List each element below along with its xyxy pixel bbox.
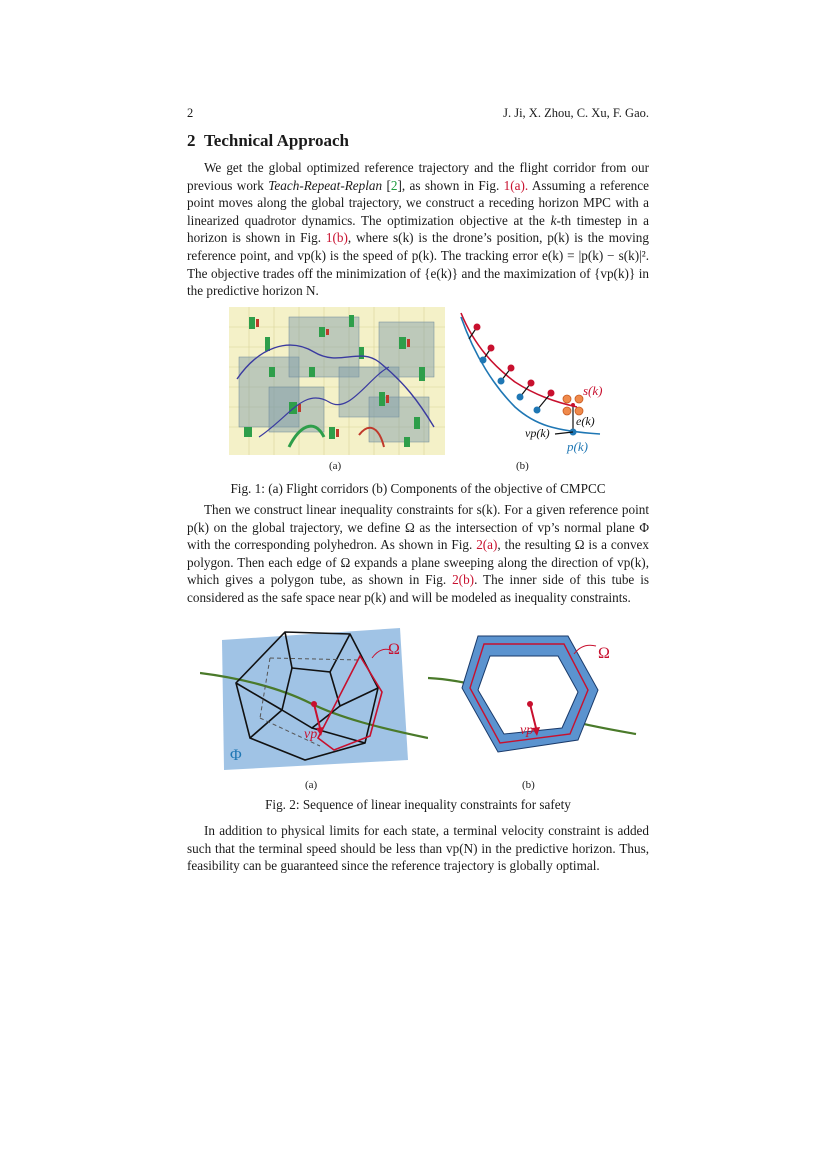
label-s-k: s(k) [583,383,603,398]
label-p-k: p(k) [567,439,588,454]
figure1-sublabel-b: (b) [516,460,529,472]
paragraph-technical-approach [187,159,649,300]
p2-text: , the resulting Ω is a convex polygon. Then each edge of Ω expands a plane sweeping along the direction of vp(k), which gives a polygon tube, as shown in Fig. [187,537,649,588]
p1-work-title: Teach-Repeat-Replan [268,177,383,193]
figure-link-2a[interactable]: 2(a) [476,537,498,553]
paragraph-terminal-velocity [187,822,649,875]
figure1-caption: Fig. 1: (a) Flight corridors (b) Components of the objective of CMPCC [230,481,606,496]
citation-link[interactable]: 2 [390,177,398,193]
figure-link-1a[interactable]: 1(a). [503,177,529,193]
page-number: 2 [187,106,194,120]
figure-link-2b[interactable]: 2(b) [452,572,475,588]
objective-components-diagram [455,307,615,457]
figure2-sublabel-a: (a) [305,779,318,791]
label-vp-k: vp(k) [525,426,550,440]
p2-text: Then we construct linear inequality constraints for s(k). For a given reference point p(k) on the global trajectory, we define Ω as the intersection of vp’s normal plane Φ with the corresponding polyhedron. As shown in Fig. [187,502,649,553]
p1-math: k [550,212,557,228]
p1-text: , where s(k) is the drone’s position, p(k) is the moving reference point, and vp(k) is the speed of p(k). The tracking error e(k) = |p(k) − s(k)|². The objective trades off the minimization of {e(k)} and the maximization of {vp(k)} in the predictive horizon N. [187,230,649,299]
running-header-authors: J. Ji, X. Zhou, C. Xu, F. Gao. [503,106,649,120]
label-omega-b: Ω [598,645,610,662]
p1-text: ], as shown in Fig. [397,177,504,193]
flight-corridors-image [229,307,445,455]
section-number: 2 [187,131,196,150]
figure-link-1b[interactable]: 1(b) [325,230,348,246]
polygon-tube-diagram [428,628,638,776]
label-vp-b: vp [520,723,534,738]
figure2-caption: Fig. 2: Sequence of linear inequality constraints for safety [265,797,571,812]
polyhedron-plane-diagram [200,628,428,776]
label-omega-a: Ω [388,641,400,658]
p1-text: Assuming a reference point moves along the global trajectory, we construct a receding horizon MPC with a linearized quadrotor dynamics. The optimization objective at the [187,177,649,228]
section-title [187,131,349,151]
label-e-k: e(k) [576,414,595,428]
section-title-text: Technical Approach [204,131,350,150]
p1-text: We get the global optimized reference trajectory and the flight corridor from our previous work [187,160,649,193]
p2-text: . The inner side of this tube is considered as the safe space near p(k) and will be modeled as inequality constraints. [187,572,649,605]
p1-text: [ [382,177,391,193]
paragraph-constraints [187,501,649,607]
label-vp-a: vp [304,727,318,742]
label-phi: Φ [230,747,242,764]
p3-text: In addition to physical limits for each state, a terminal velocity constraint is added such that the terminal speed should be less than vp(N) in the predictive horizon. Thus, feasibility can be guaranteed since the reference trajectory is globally optimal. [187,823,649,874]
figure1-sublabel-a: (a) [329,460,342,472]
figure2-sublabel-b: (b) [522,779,535,791]
p1-text: -th timestep in a horizon is shown in Fig. [187,212,649,246]
